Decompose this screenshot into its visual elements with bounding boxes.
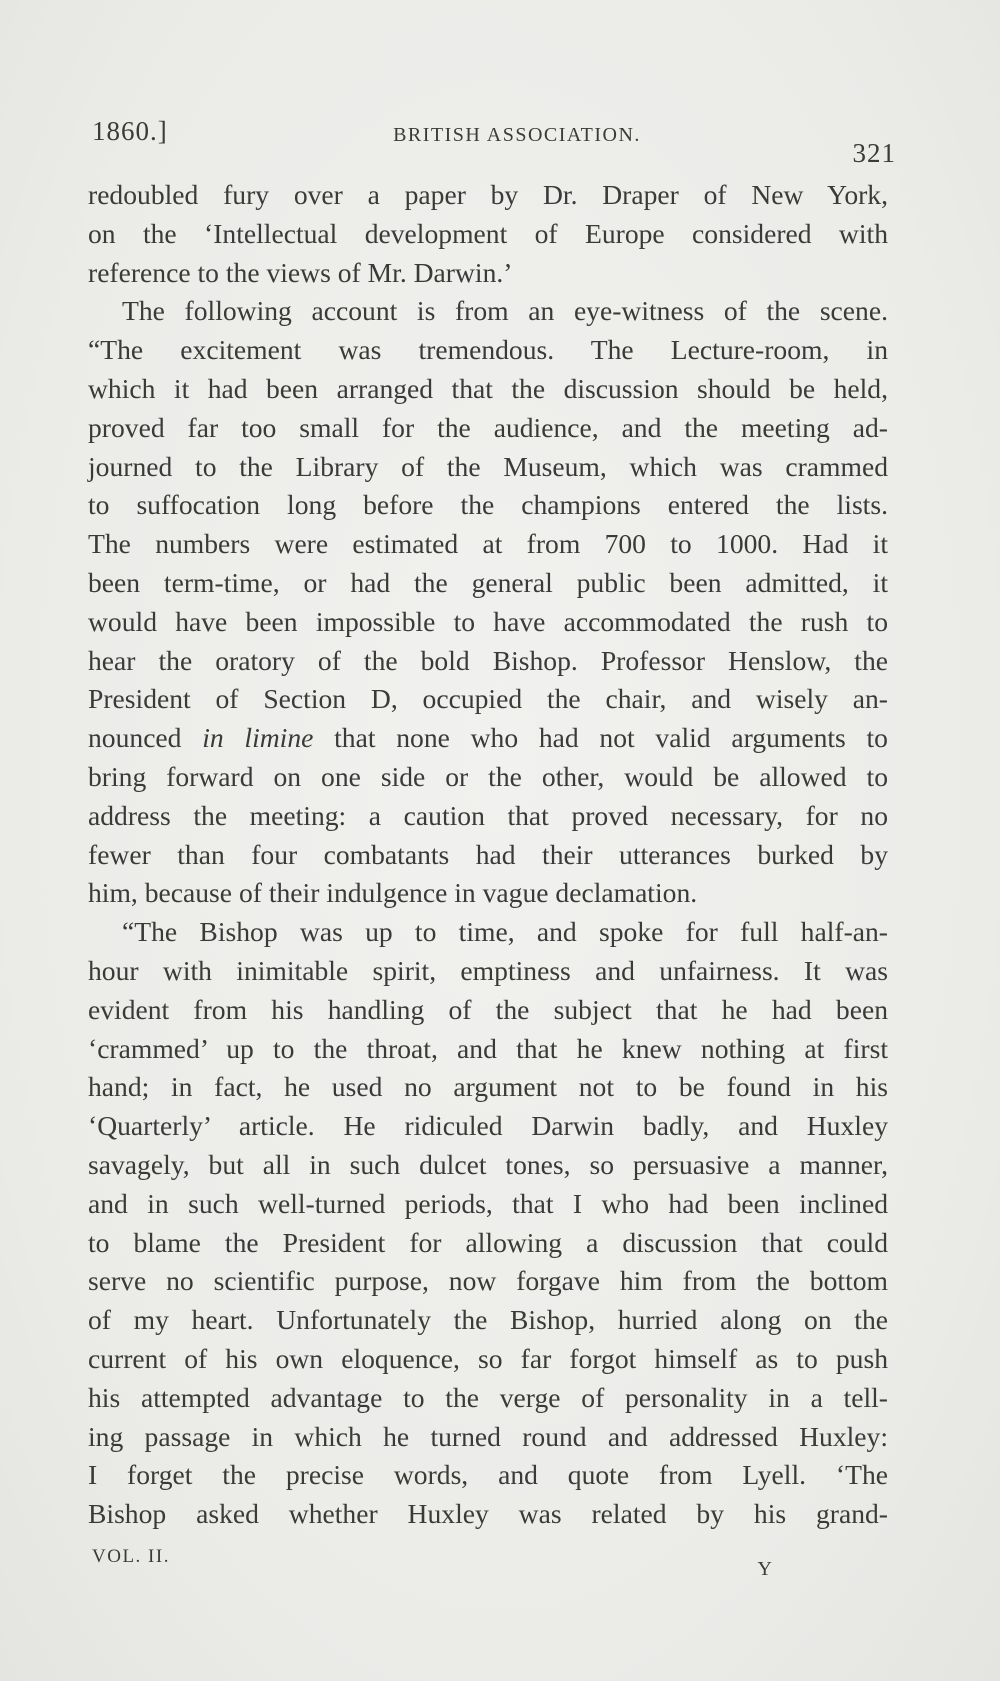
text-line: which it had been arranged that the discussion should be held,	[88, 372, 888, 404]
body-text	[88, 176, 888, 1534]
text-line: “The Bishop was up to time, and spoke for full half-an-	[122, 916, 888, 948]
volume-signature: VOL. II.	[92, 1546, 170, 1567]
text-line: reference to the views of Mr. Darwin.’	[88, 256, 513, 288]
text-line: would have been impossible to have accommodated the rush to	[88, 605, 888, 637]
running-head	[92, 116, 902, 168]
text-line: redoubled fury over a paper by Dr. Draper of New York,	[88, 179, 888, 210]
text-line: to suffocation long before the champions entered the lists.	[88, 489, 888, 521]
text-line: “The excitement was tremendous. The Lecture-room, in	[88, 334, 888, 366]
text-line: hour with inimitable spirit, emptiness and unfairness. It was	[88, 954, 888, 986]
text-line: on the ‘Intellectual development of Europe considered with	[88, 217, 888, 249]
text-line: and in such well-turned periods, that I who had been inclined	[88, 1187, 888, 1219]
page-footer	[92, 1546, 772, 1586]
text-line: bring forward on one side or the other, would be allowed to	[88, 760, 888, 792]
text-line: current of his own eloquence, so far forgot himself as to push	[88, 1342, 888, 1374]
header-year: 1860.]	[92, 116, 168, 146]
text-line: been term-time, or had the general public been admitted, it	[88, 566, 888, 598]
text-line: fewer than four combatants had their utterances burked by	[88, 838, 888, 870]
text-line: Bishop asked whether Huxley was related by his grand-	[88, 1498, 888, 1530]
text-line: journed to the Library of the Museum, which was crammed	[88, 450, 888, 482]
text-line: to blame the President for allowing a discussion that could	[88, 1226, 888, 1258]
text-line: his attempted advantage to the verge of personality in a tell-	[88, 1381, 888, 1413]
text-line: proved far too small for the audience, and the meeting ad-	[88, 411, 888, 443]
gathering-mark: Y	[757, 1558, 772, 1580]
header-title: BRITISH ASSOCIATION.	[393, 124, 641, 146]
text-line: hand; in fact, he used no argument not to be found in his	[88, 1071, 888, 1103]
text-line: President of Section D, occupied the chair, and wisely an-	[88, 683, 888, 715]
italic-phrase: in limine	[202, 722, 314, 754]
page-number: 321	[852, 138, 896, 168]
text-run: nounced	[88, 722, 203, 754]
text-line: serve no scientific purpose, now forgave him from the bottom	[88, 1265, 888, 1297]
text-line-with-italic	[88, 719, 888, 758]
text-run: that none who had not valid arguments to	[313, 722, 888, 754]
text-line: ‘Quarterly’ article. He ridiculed Darwin badly, and Huxley	[88, 1110, 888, 1142]
text-line: address the meeting: a caution that proved necessary, for no	[88, 799, 888, 831]
text-line: ing passage in which he turned round and addressed Huxley:	[88, 1420, 888, 1452]
text-line: ‘crammed’ up to the throat, and that he knew nothing at first	[88, 1032, 888, 1064]
text-line: evident from his handling of the subject that he had been	[88, 993, 888, 1025]
text-line: of my heart. Unfortunately the Bishop, hurried along on the	[88, 1304, 888, 1336]
text-line: The numbers were estimated at from 700 to 1000. Had it	[88, 528, 888, 560]
text-line: hear the oratory of the bold Bishop. Professor Henslow, the	[88, 644, 888, 676]
text-line: him, because of their indulgence in vague declamation.	[88, 877, 698, 909]
text-line: I forget the precise words, and quote from Lyell. ‘The	[88, 1459, 888, 1491]
text-line: savagely, but all in such dulcet tones, so persuasive a manner,	[88, 1148, 888, 1180]
text-line: The following account is from an eye-witness of the scene.	[122, 295, 888, 327]
